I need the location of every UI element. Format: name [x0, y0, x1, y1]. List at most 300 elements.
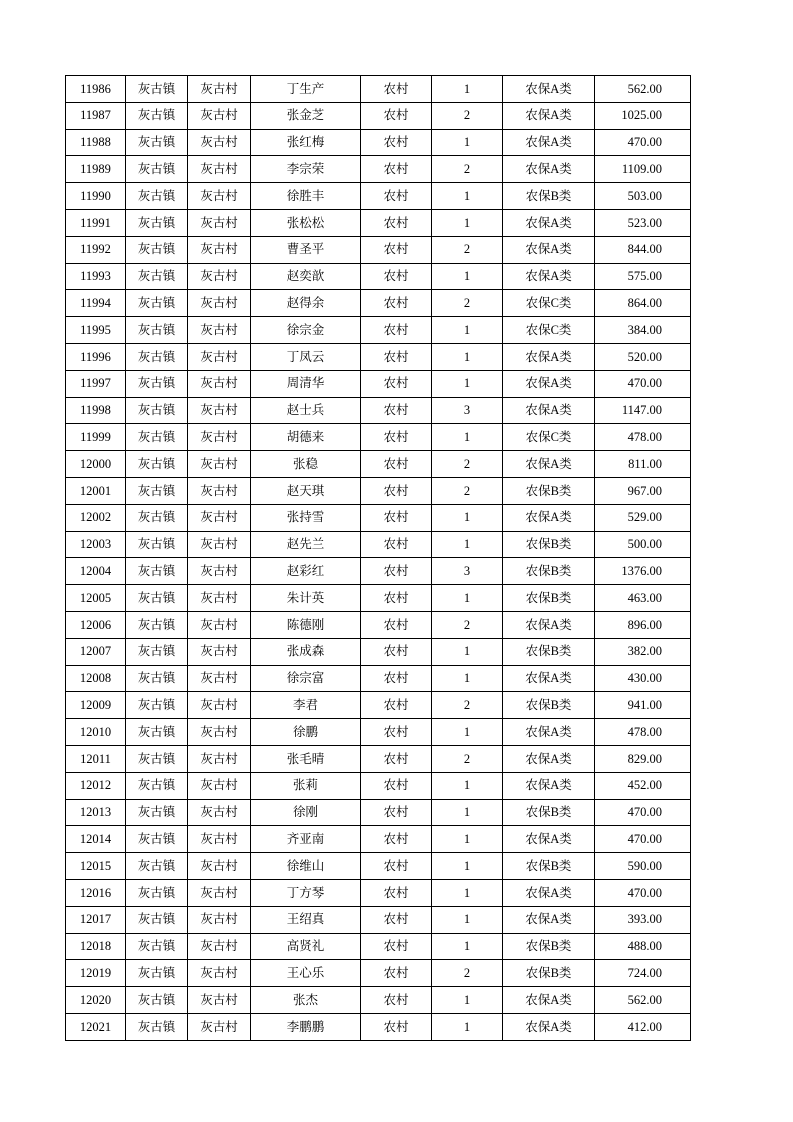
table-row	[66, 156, 691, 183]
table-cell-type: 农村	[361, 611, 432, 638]
table-cell-count: 2	[432, 156, 503, 183]
table-cell-type: 农村	[361, 504, 432, 531]
table-cell-town: 灰古镇	[126, 558, 188, 585]
table-cell-village: 灰古村	[188, 558, 251, 585]
table-row	[66, 477, 691, 504]
table-cell-count: 1	[432, 129, 503, 156]
table-cell-category: 农保A类	[503, 504, 595, 531]
table-cell-id: 12000	[66, 451, 126, 478]
table-cell-town: 灰古镇	[126, 1013, 188, 1040]
table-cell-village: 灰古村	[188, 879, 251, 906]
table-cell-town: 灰古镇	[126, 611, 188, 638]
table-row	[66, 745, 691, 772]
table-cell-village: 灰古村	[188, 504, 251, 531]
table-row	[66, 879, 691, 906]
table-row	[66, 611, 691, 638]
table-cell-name: 李君	[251, 692, 361, 719]
table-cell-id: 12012	[66, 772, 126, 799]
table-cell-id: 11987	[66, 102, 126, 129]
table-cell-id: 12021	[66, 1013, 126, 1040]
table-cell-village: 灰古村	[188, 719, 251, 746]
table-cell-amount: 811.00	[595, 451, 691, 478]
table-cell-town: 灰古镇	[126, 263, 188, 290]
table-cell-town: 灰古镇	[126, 692, 188, 719]
table-cell-town: 灰古镇	[126, 397, 188, 424]
table-cell-id: 11995	[66, 317, 126, 344]
table-cell-name: 徐胜丰	[251, 183, 361, 210]
table-cell-type: 农村	[361, 424, 432, 451]
table-cell-amount: 393.00	[595, 906, 691, 933]
table-cell-id: 12015	[66, 853, 126, 880]
table-cell-name: 周清华	[251, 370, 361, 397]
table-cell-town: 灰古镇	[126, 638, 188, 665]
table-row	[66, 585, 691, 612]
table-cell-type: 农村	[361, 745, 432, 772]
table-cell-name: 张红梅	[251, 129, 361, 156]
table-cell-amount: 896.00	[595, 611, 691, 638]
table-cell-id: 12004	[66, 558, 126, 585]
table-cell-type: 农村	[361, 960, 432, 987]
table-cell-count: 1	[432, 585, 503, 612]
table-row	[66, 76, 691, 103]
table-cell-town: 灰古镇	[126, 987, 188, 1014]
table-cell-name: 赵奕歆	[251, 263, 361, 290]
table-cell-amount: 384.00	[595, 317, 691, 344]
table-cell-type: 农村	[361, 102, 432, 129]
table-cell-town: 灰古镇	[126, 719, 188, 746]
table-cell-id: 11996	[66, 343, 126, 370]
table-cell-name: 王心乐	[251, 960, 361, 987]
table-cell-count: 1	[432, 853, 503, 880]
table-cell-town: 灰古镇	[126, 504, 188, 531]
table-row	[66, 665, 691, 692]
table-cell-village: 灰古村	[188, 772, 251, 799]
table-cell-amount: 864.00	[595, 290, 691, 317]
table-cell-category: 农保B类	[503, 799, 595, 826]
table-cell-town: 灰古镇	[126, 343, 188, 370]
table-cell-type: 农村	[361, 853, 432, 880]
table-cell-amount: 562.00	[595, 987, 691, 1014]
table-cell-village: 灰古村	[188, 317, 251, 344]
table-cell-count: 1	[432, 317, 503, 344]
table-cell-village: 灰古村	[188, 156, 251, 183]
table-cell-amount: 520.00	[595, 343, 691, 370]
table-cell-town: 灰古镇	[126, 236, 188, 263]
table-cell-count: 2	[432, 236, 503, 263]
table-cell-amount: 575.00	[595, 263, 691, 290]
table-cell-id: 11997	[66, 370, 126, 397]
table-cell-amount: 967.00	[595, 477, 691, 504]
table-cell-amount: 562.00	[595, 76, 691, 103]
table-cell-category: 农保A类	[503, 719, 595, 746]
table-cell-category: 农保B类	[503, 853, 595, 880]
table-row	[66, 451, 691, 478]
table-cell-name: 张杰	[251, 987, 361, 1014]
table-row	[66, 236, 691, 263]
table-row	[66, 933, 691, 960]
table-cell-id: 12006	[66, 611, 126, 638]
table-cell-category: 农保A类	[503, 451, 595, 478]
table-cell-village: 灰古村	[188, 397, 251, 424]
table-cell-count: 3	[432, 558, 503, 585]
table-cell-name: 张金芝	[251, 102, 361, 129]
table-cell-name: 赵士兵	[251, 397, 361, 424]
table-cell-category: 农保B类	[503, 558, 595, 585]
table-cell-village: 灰古村	[188, 343, 251, 370]
table-row	[66, 343, 691, 370]
table-cell-amount: 430.00	[595, 665, 691, 692]
table-cell-count: 2	[432, 745, 503, 772]
table-cell-amount: 529.00	[595, 504, 691, 531]
table-cell-type: 农村	[361, 531, 432, 558]
table-cell-count: 2	[432, 692, 503, 719]
table-cell-type: 农村	[361, 1013, 432, 1040]
table-cell-type: 农村	[361, 397, 432, 424]
table-cell-name: 齐亚南	[251, 826, 361, 853]
table-cell-name: 胡德来	[251, 424, 361, 451]
table-row	[66, 317, 691, 344]
table-cell-amount: 412.00	[595, 1013, 691, 1040]
table-cell-type: 农村	[361, 156, 432, 183]
table-cell-name: 张稳	[251, 451, 361, 478]
table-row	[66, 799, 691, 826]
table-cell-category: 农保A类	[503, 772, 595, 799]
table-cell-category: 农保B类	[503, 477, 595, 504]
table-cell-name: 张莉	[251, 772, 361, 799]
table-cell-id: 12017	[66, 906, 126, 933]
table-cell-category: 农保B类	[503, 585, 595, 612]
table-cell-id: 12016	[66, 879, 126, 906]
table-cell-type: 农村	[361, 692, 432, 719]
table-cell-town: 灰古镇	[126, 879, 188, 906]
table-cell-amount: 1025.00	[595, 102, 691, 129]
table-row	[66, 826, 691, 853]
table-cell-amount: 488.00	[595, 933, 691, 960]
table-cell-count: 1	[432, 343, 503, 370]
table-cell-amount: 478.00	[595, 424, 691, 451]
table-cell-type: 农村	[361, 638, 432, 665]
table-cell-id: 11986	[66, 76, 126, 103]
table-row	[66, 504, 691, 531]
table-cell-amount: 470.00	[595, 879, 691, 906]
table-cell-count: 2	[432, 290, 503, 317]
table-cell-amount: 470.00	[595, 799, 691, 826]
table-cell-village: 灰古村	[188, 76, 251, 103]
table-row	[66, 129, 691, 156]
table-cell-village: 灰古村	[188, 692, 251, 719]
table-cell-village: 灰古村	[188, 236, 251, 263]
table-cell-id: 11999	[66, 424, 126, 451]
table-cell-name: 张成森	[251, 638, 361, 665]
table-cell-type: 农村	[361, 209, 432, 236]
table-cell-village: 灰古村	[188, 209, 251, 236]
table-cell-name: 李宗荣	[251, 156, 361, 183]
table-cell-count: 1	[432, 504, 503, 531]
table-cell-id: 12002	[66, 504, 126, 531]
table-cell-town: 灰古镇	[126, 585, 188, 612]
table-row	[66, 638, 691, 665]
table-cell-category: 农保A类	[503, 611, 595, 638]
table-cell-town: 灰古镇	[126, 906, 188, 933]
table-cell-category: 农保A类	[503, 665, 595, 692]
table-cell-town: 灰古镇	[126, 960, 188, 987]
table-row	[66, 960, 691, 987]
table-cell-id: 12019	[66, 960, 126, 987]
table-cell-count: 1	[432, 933, 503, 960]
table-cell-village: 灰古村	[188, 290, 251, 317]
table-cell-count: 1	[432, 772, 503, 799]
table-cell-id: 12009	[66, 692, 126, 719]
table-cell-village: 灰古村	[188, 745, 251, 772]
table-cell-village: 灰古村	[188, 102, 251, 129]
table-row	[66, 692, 691, 719]
table-cell-village: 灰古村	[188, 1013, 251, 1040]
table-row	[66, 558, 691, 585]
table-cell-count: 1	[432, 183, 503, 210]
table-cell-name: 高贤礼	[251, 933, 361, 960]
table-cell-type: 农村	[361, 719, 432, 746]
table-cell-amount: 1376.00	[595, 558, 691, 585]
table-row	[66, 531, 691, 558]
table-cell-village: 灰古村	[188, 531, 251, 558]
table-cell-village: 灰古村	[188, 129, 251, 156]
table-row	[66, 987, 691, 1014]
table-cell-type: 农村	[361, 129, 432, 156]
table-cell-id: 12003	[66, 531, 126, 558]
table-cell-town: 灰古镇	[126, 799, 188, 826]
table-cell-name: 徐宗富	[251, 665, 361, 692]
table-cell-town: 灰古镇	[126, 76, 188, 103]
table-cell-village: 灰古村	[188, 585, 251, 612]
table-cell-type: 农村	[361, 343, 432, 370]
table-cell-town: 灰古镇	[126, 826, 188, 853]
table-row	[66, 906, 691, 933]
table-cell-name: 张毛晴	[251, 745, 361, 772]
table-cell-category: 农保C类	[503, 317, 595, 344]
table-cell-category: 农保A类	[503, 987, 595, 1014]
table-cell-name: 赵先兰	[251, 531, 361, 558]
table-cell-id: 11993	[66, 263, 126, 290]
table-cell-count: 1	[432, 76, 503, 103]
table-cell-category: 农保A类	[503, 236, 595, 263]
table-cell-category: 农保B类	[503, 638, 595, 665]
table-cell-category: 农保A类	[503, 102, 595, 129]
table-cell-category: 农保C类	[503, 290, 595, 317]
table-cell-town: 灰古镇	[126, 531, 188, 558]
table-cell-name: 曹圣平	[251, 236, 361, 263]
table-cell-amount: 452.00	[595, 772, 691, 799]
table-cell-name: 朱计英	[251, 585, 361, 612]
table-cell-category: 农保B类	[503, 183, 595, 210]
table-cell-name: 张持雪	[251, 504, 361, 531]
table-cell-town: 灰古镇	[126, 772, 188, 799]
table-cell-type: 农村	[361, 558, 432, 585]
table-cell-count: 2	[432, 960, 503, 987]
table-cell-town: 灰古镇	[126, 290, 188, 317]
table-cell-type: 农村	[361, 451, 432, 478]
table-cell-name: 陈德刚	[251, 611, 361, 638]
table-cell-count: 1	[432, 879, 503, 906]
table-cell-village: 灰古村	[188, 370, 251, 397]
table-cell-amount: 463.00	[595, 585, 691, 612]
table-cell-category: 农保B类	[503, 933, 595, 960]
table-row	[66, 772, 691, 799]
table-row	[66, 263, 691, 290]
table-cell-amount: 941.00	[595, 692, 691, 719]
table-cell-town: 灰古镇	[126, 156, 188, 183]
table-cell-village: 灰古村	[188, 611, 251, 638]
table-cell-type: 农村	[361, 987, 432, 1014]
table-cell-village: 灰古村	[188, 799, 251, 826]
table-body	[66, 76, 691, 1041]
table-cell-category: 农保A类	[503, 879, 595, 906]
table-cell-village: 灰古村	[188, 933, 251, 960]
table-cell-town: 灰古镇	[126, 665, 188, 692]
table-cell-amount: 724.00	[595, 960, 691, 987]
table-cell-village: 灰古村	[188, 853, 251, 880]
table-cell-type: 农村	[361, 906, 432, 933]
table-cell-type: 农村	[361, 290, 432, 317]
table-cell-id: 11994	[66, 290, 126, 317]
table-cell-category: 农保A类	[503, 343, 595, 370]
table-cell-village: 灰古村	[188, 665, 251, 692]
table-cell-id: 12014	[66, 826, 126, 853]
table-cell-name: 丁生产	[251, 76, 361, 103]
table-row	[66, 290, 691, 317]
table-cell-amount: 844.00	[595, 236, 691, 263]
table-cell-type: 农村	[361, 879, 432, 906]
table-cell-id: 11998	[66, 397, 126, 424]
table-cell-town: 灰古镇	[126, 477, 188, 504]
table-row	[66, 397, 691, 424]
table-cell-name: 李鹏鹏	[251, 1013, 361, 1040]
table-cell-count: 1	[432, 799, 503, 826]
table-cell-name: 赵彩红	[251, 558, 361, 585]
table-cell-village: 灰古村	[188, 906, 251, 933]
table-cell-id: 12010	[66, 719, 126, 746]
table-cell-village: 灰古村	[188, 477, 251, 504]
table-cell-count: 1	[432, 906, 503, 933]
table-cell-category: 农保A类	[503, 1013, 595, 1040]
table-cell-type: 农村	[361, 317, 432, 344]
table-cell-type: 农村	[361, 772, 432, 799]
table-cell-name: 徐维山	[251, 853, 361, 880]
table-cell-amount: 500.00	[595, 531, 691, 558]
table-cell-count: 1	[432, 665, 503, 692]
table-row	[66, 424, 691, 451]
table-cell-amount: 829.00	[595, 745, 691, 772]
table-cell-village: 灰古村	[188, 424, 251, 451]
table-cell-town: 灰古镇	[126, 102, 188, 129]
table-cell-count: 1	[432, 1013, 503, 1040]
table-cell-category: 农保B类	[503, 692, 595, 719]
table-cell-village: 灰古村	[188, 826, 251, 853]
table-cell-count: 3	[432, 397, 503, 424]
table-cell-id: 12011	[66, 745, 126, 772]
table-cell-count: 2	[432, 451, 503, 478]
table-cell-type: 农村	[361, 370, 432, 397]
table-row	[66, 1013, 691, 1040]
table-cell-amount: 470.00	[595, 370, 691, 397]
table-cell-count: 1	[432, 209, 503, 236]
table-row	[66, 183, 691, 210]
table-cell-category: 农保A类	[503, 263, 595, 290]
table-cell-village: 灰古村	[188, 638, 251, 665]
table-cell-name: 丁方琴	[251, 879, 361, 906]
table-cell-town: 灰古镇	[126, 370, 188, 397]
table-cell-id: 12007	[66, 638, 126, 665]
table-cell-town: 灰古镇	[126, 183, 188, 210]
table-cell-id: 12020	[66, 987, 126, 1014]
table-cell-town: 灰古镇	[126, 451, 188, 478]
table-cell-count: 1	[432, 719, 503, 746]
table-cell-amount: 470.00	[595, 826, 691, 853]
table-cell-id: 11989	[66, 156, 126, 183]
table-cell-category: 农保A类	[503, 156, 595, 183]
table-row	[66, 719, 691, 746]
table-cell-id: 11990	[66, 183, 126, 210]
table-cell-type: 农村	[361, 585, 432, 612]
table-cell-type: 农村	[361, 76, 432, 103]
table-cell-name: 张松松	[251, 209, 361, 236]
table-cell-type: 农村	[361, 826, 432, 853]
table-cell-type: 农村	[361, 933, 432, 960]
table-cell-type: 农村	[361, 477, 432, 504]
table-cell-category: 农保A类	[503, 76, 595, 103]
table-cell-name: 赵天琪	[251, 477, 361, 504]
table-cell-amount: 1147.00	[595, 397, 691, 424]
table-cell-category: 农保A类	[503, 906, 595, 933]
table-cell-id: 12001	[66, 477, 126, 504]
table-cell-id: 12018	[66, 933, 126, 960]
table-cell-count: 1	[432, 638, 503, 665]
table-cell-town: 灰古镇	[126, 129, 188, 156]
table-cell-name: 丁凤云	[251, 343, 361, 370]
table-cell-id: 11988	[66, 129, 126, 156]
table-row	[66, 209, 691, 236]
table-cell-name: 徐刚	[251, 799, 361, 826]
benefits-table	[65, 75, 691, 1041]
table-cell-name: 赵得余	[251, 290, 361, 317]
table-cell-amount: 478.00	[595, 719, 691, 746]
table-cell-type: 农村	[361, 183, 432, 210]
table-cell-amount: 1109.00	[595, 156, 691, 183]
table-cell-count: 1	[432, 370, 503, 397]
table-cell-count: 1	[432, 987, 503, 1014]
table-cell-town: 灰古镇	[126, 745, 188, 772]
table-cell-count: 1	[432, 531, 503, 558]
table-cell-village: 灰古村	[188, 451, 251, 478]
table-cell-count: 1	[432, 263, 503, 290]
table-cell-town: 灰古镇	[126, 424, 188, 451]
table-cell-amount: 590.00	[595, 853, 691, 880]
table-cell-category: 农保A类	[503, 745, 595, 772]
table-cell-count: 2	[432, 611, 503, 638]
table-cell-category: 农保A类	[503, 370, 595, 397]
table-cell-town: 灰古镇	[126, 933, 188, 960]
table-cell-type: 农村	[361, 799, 432, 826]
table-row	[66, 370, 691, 397]
table-row	[66, 853, 691, 880]
table-cell-amount: 382.00	[595, 638, 691, 665]
table-cell-village: 灰古村	[188, 263, 251, 290]
table-cell-name: 徐宗金	[251, 317, 361, 344]
table-cell-amount: 470.00	[595, 129, 691, 156]
table-cell-type: 农村	[361, 236, 432, 263]
table-cell-town: 灰古镇	[126, 317, 188, 344]
table-cell-category: 农保A类	[503, 129, 595, 156]
table-cell-count: 1	[432, 424, 503, 451]
